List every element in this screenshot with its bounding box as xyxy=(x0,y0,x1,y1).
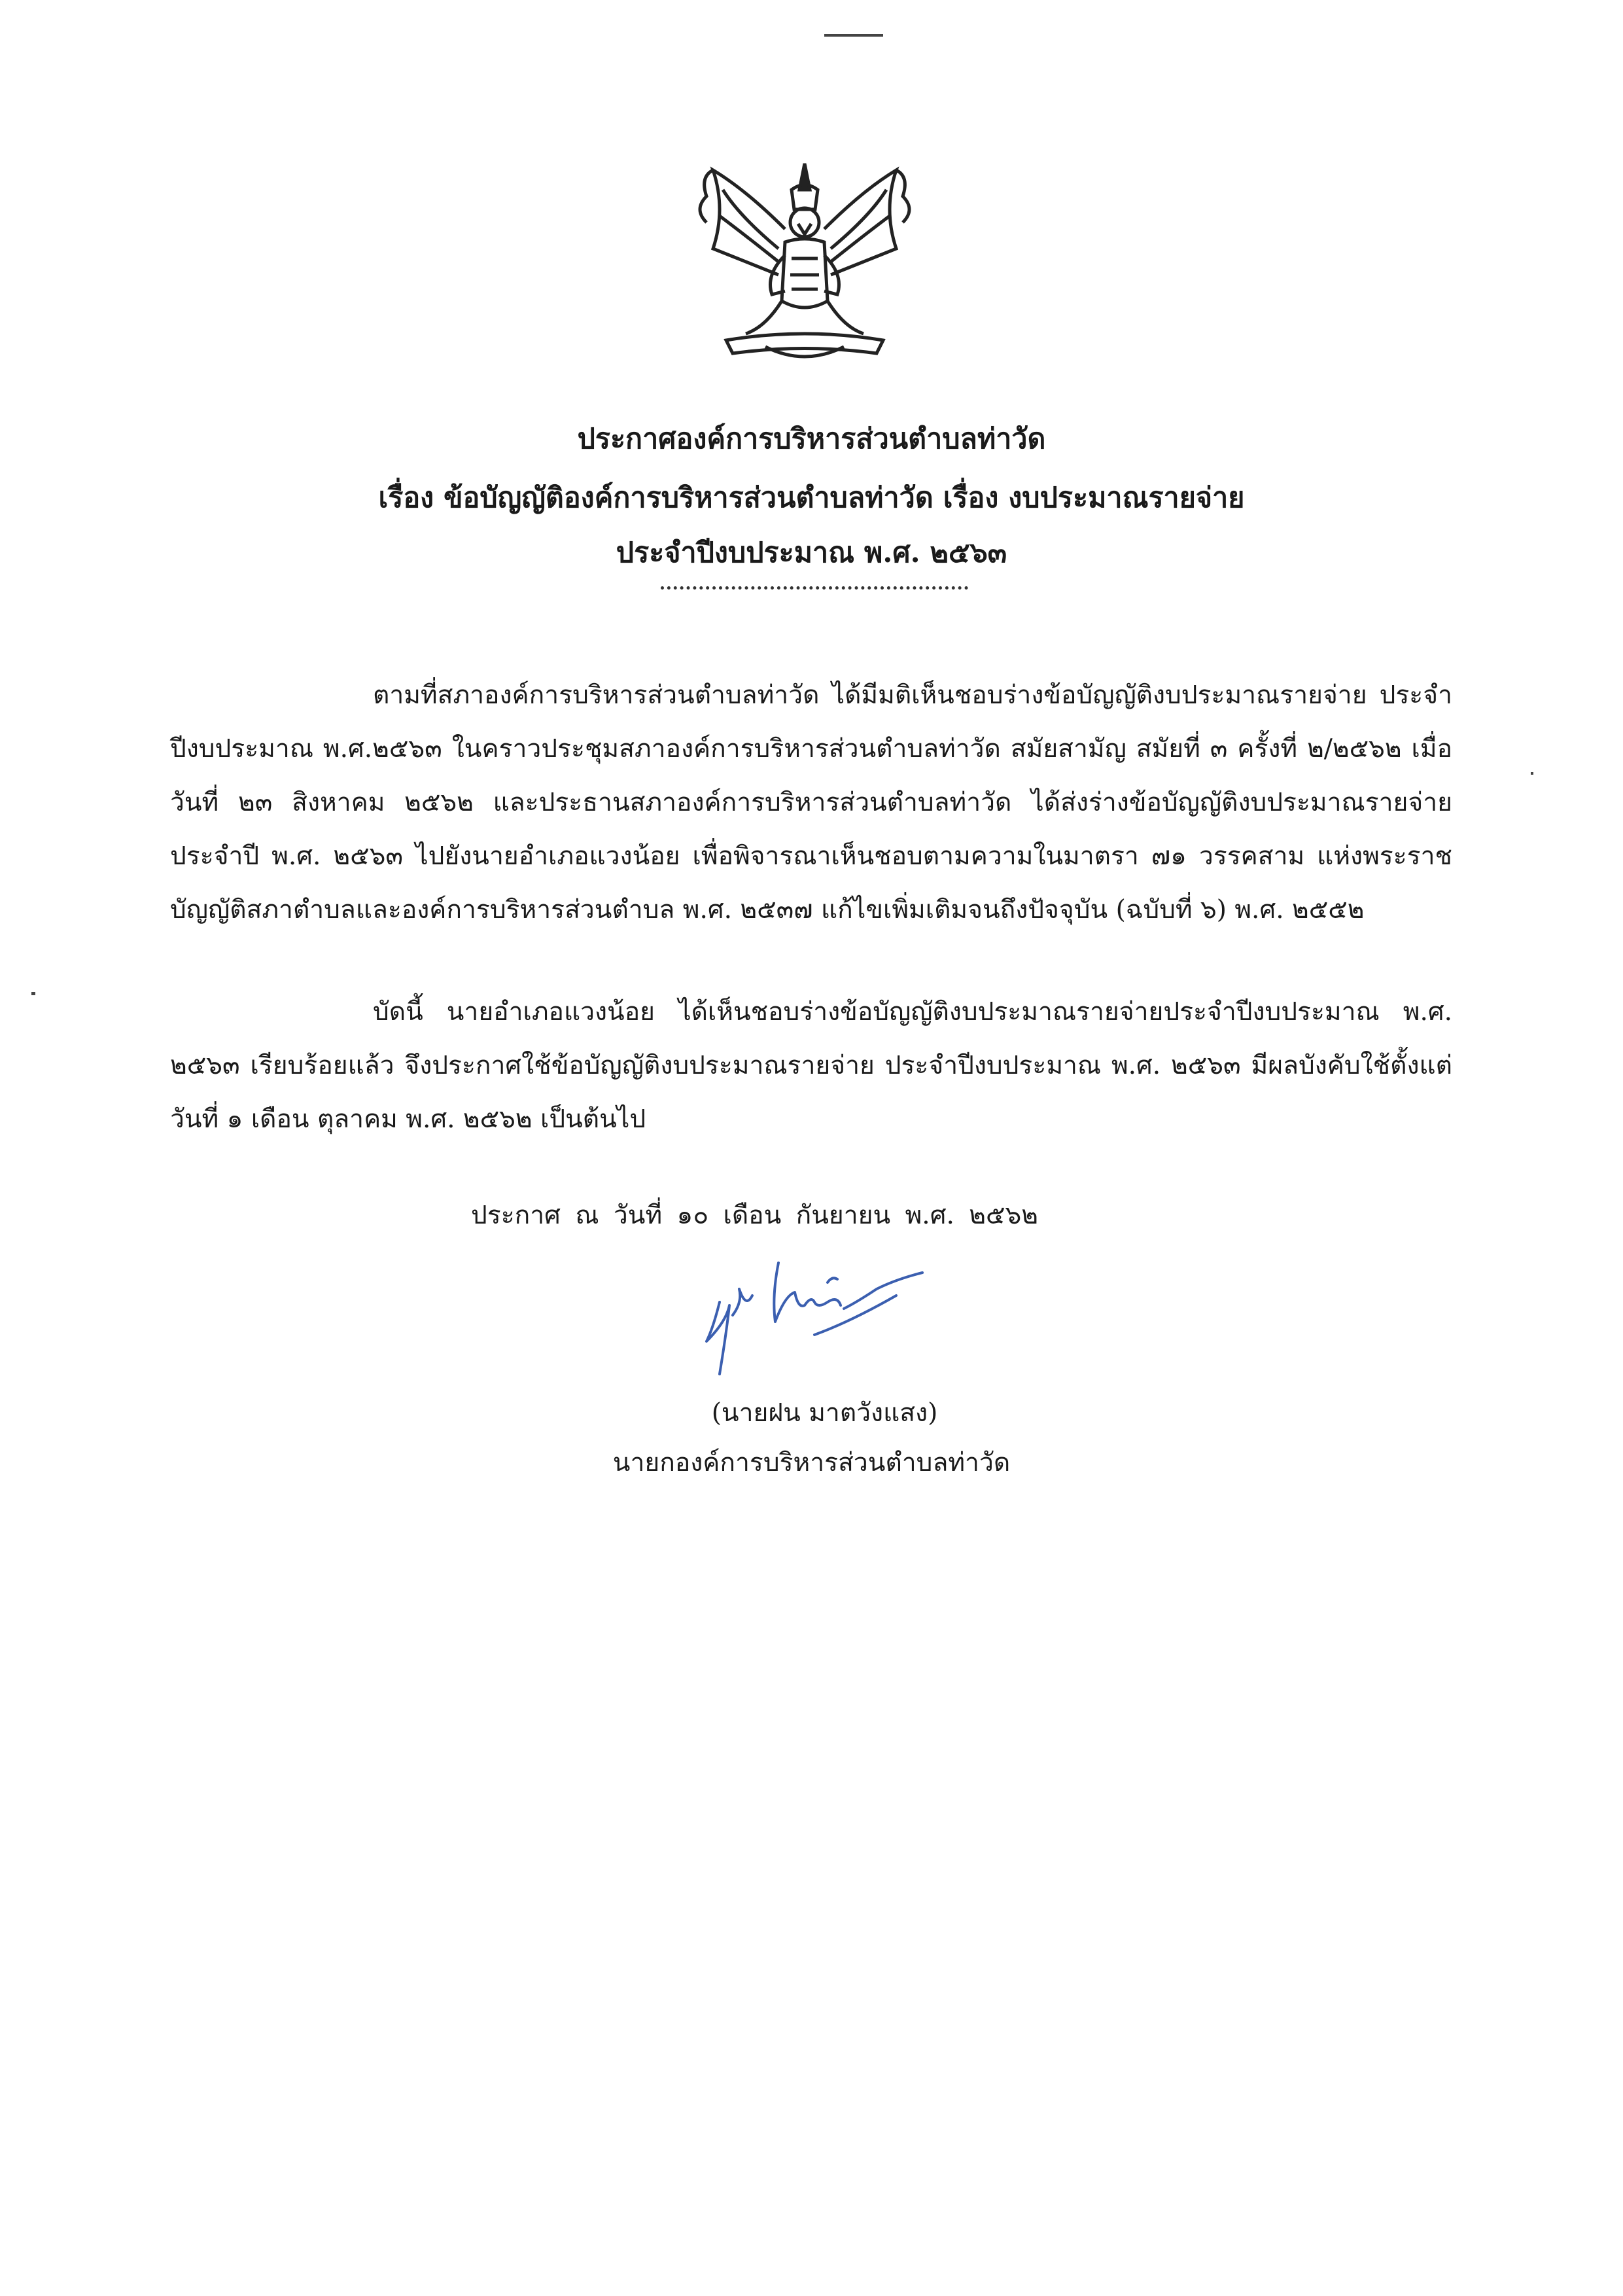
scan-artifact xyxy=(1531,772,1533,775)
announcement-subject: เรื่อง ข้อบัญญัติองค์การบริหารส่วนตำบลท่าวัด เรื่อง งบประมาณรายจ่าย xyxy=(378,482,1245,514)
scan-artifact xyxy=(824,34,883,37)
announcement-title: ประกาศองค์การบริหารส่วนตำบลท่าวัด xyxy=(577,423,1046,455)
signatory-position: นายกองค์การบริหารส่วนตำบลท่าวัด xyxy=(612,1448,1011,1477)
announcement-date: ประกาศ ณ วันที่ ๑๐ เดือน กันยายน พ.ศ. ๒๕๖๒ xyxy=(471,1201,1038,1230)
announcement-fiscal-year: ประจำปีงบประมาณ พ.ศ. ๒๕๖๓ xyxy=(616,537,1007,569)
body-paragraph-2: บัดนี้ นายอำเภอแวงน้อย ได้เห็นชอบร่างข้อบัญญัติงบประมาณรายจ่ายประจำปีงบประมาณ พ.ศ. ๒๕๖๓ เรียบร้อยแล้ว จึงประกาศใช้ข้อบัญญัติงบประมาณรายจ่าย ประจำปีงบประมาณ พ.ศ. ๒๕๖๓ มีผลบังคับใช้ตั้งแต่วันที่ ๑ เดือน ตุลาคม พ.ศ. ๒๕๖๒ เป็นต้นไป xyxy=(170,997,1452,1134)
handwritten-signature xyxy=(680,1243,968,1387)
signatory-name: (นายฝน มาตวังแสง) xyxy=(711,1398,938,1428)
body-paragraph-1: ตามที่สภาองค์การบริหารส่วนตำบลท่าวัด ได้มีมติเห็นชอบร่างข้อบัญญัติงบประมาณรายจ่าย ประจำปีงบประมาณ พ.ศ.๒๕๖๓ ในคราวประชุมสภาองค์การบริหารส่วนตำบลท่าวัด สมัยสามัญ สมัยที่ ๓ ครั้งที่ ๒/๒๕๖๒ เมื่อวันที่ ๒๓ สิงหาคม ๒๕๖๒ และประธานสภาองค์การบริหารส่วนตำบลท่าวัด ได้ส่งร่างข้อบัญญัติงบประมาณรายจ่ายประจำปี พ.ศ. ๒๕๖๓ ไปยังนายอำเภอแวงน้อย เพื่อพิจารณาเห็นชอบตามความในมาตรา ๗๑ วรรคสาม แห่งพระราชบัญญัติสภาตำบลและองค์การบริหารส่วนตำบล พ.ศ. ๒๕๓๗ แก้ไขเพิ่มเติมจนถึงปัจจุบัน (ฉบับที่ ๖) พ.ศ. ๒๕๕๒ xyxy=(170,680,1452,925)
scan-artifact xyxy=(31,992,35,995)
garuda-emblem-icon xyxy=(687,150,922,373)
title-divider xyxy=(661,586,968,590)
